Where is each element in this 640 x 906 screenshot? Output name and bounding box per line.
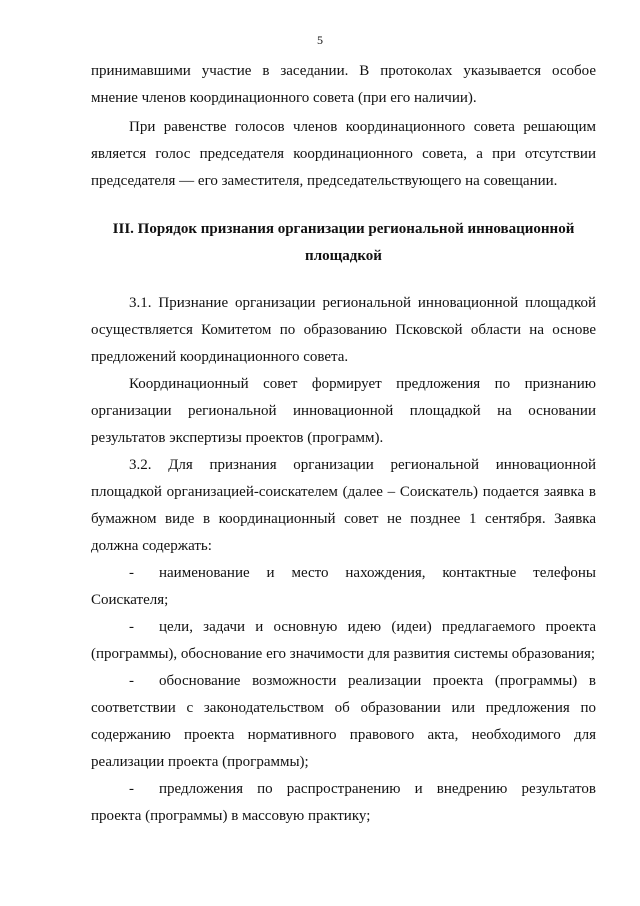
- list-item: [91, 560, 596, 614]
- list-item: [91, 668, 596, 776]
- paragraph-council-proposals: Координационный совет формирует предложения по признанию организации региональной инновационной площадкой на основании результатов экспертизы проектов (программ).: [91, 376, 596, 446]
- paragraph-3-2: 3.2. Для признания организации региональной инновационной площадкой организацией-соискателем (далее – Соискатель) подается заявка в бумажном виде в координационный совет не позднее 1 сентября. Заявка должна содержать:: [91, 457, 596, 554]
- list-item-text: цели, задачи и основную идею (идеи) предлагаемого проекта (программы), обоснование его значимости для развития системы образования;: [91, 619, 596, 662]
- list-item: [91, 614, 596, 668]
- list-item: [91, 776, 596, 830]
- list-dash: -: [129, 781, 134, 797]
- list-dash: -: [129, 565, 134, 581]
- paragraph-tie-vote: При равенстве голосов членов координационного совета решающим является голос председателя координационного совета, а при отсутствии председателя — его заместителя, председательствующего на совещании.: [91, 119, 596, 189]
- paragraph-continuation: принимавшими участие в заседании. В протоколах указывается особое мнение членов координационного совета (при его наличии).: [91, 63, 596, 106]
- list-item-text: предложения по распространению и внедрению результатов проекта (программы) в массовую практику;: [91, 781, 596, 824]
- list-dash: -: [129, 619, 134, 635]
- page-number: 5: [317, 33, 323, 47]
- list-dash: -: [129, 673, 134, 689]
- list-item-text: наименование и место нахождения, контактные телефоны Соискателя;: [91, 565, 596, 608]
- document-body: [91, 58, 596, 830]
- section-heading: III. Порядок признания организации региональной инновационной площадкой: [112, 221, 575, 264]
- paragraph-3-1: 3.1. Признание организации региональной инновационной площадкой осуществляется Комитетом по образованию Псковской области на основе предложений координационного совета.: [91, 295, 596, 365]
- list-item-text: обоснование возможности реализации проекта (программы) в соответствии с законодательством об образовании или предложения по содержанию проекта нормативного правового акта, необходимого для реализации проекта (программы);: [91, 673, 596, 770]
